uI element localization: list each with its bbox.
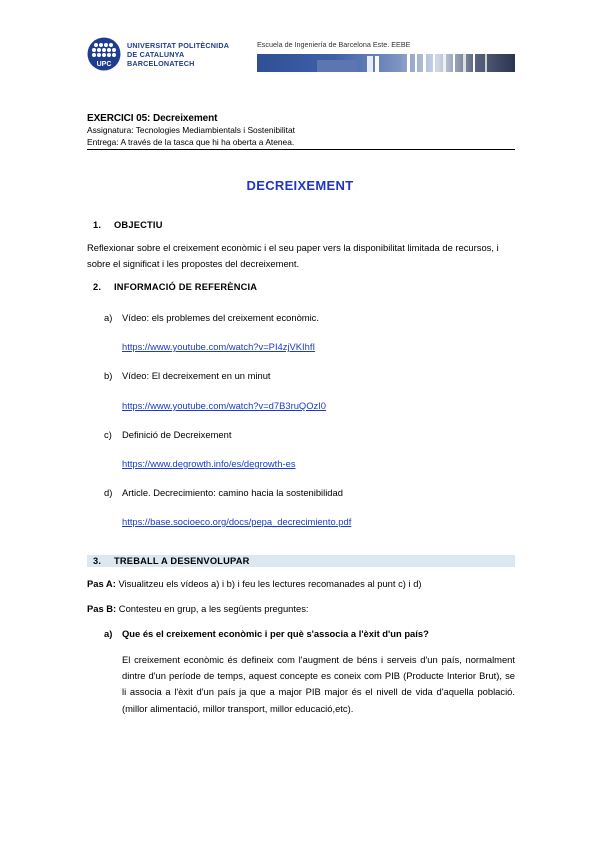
question-a bbox=[104, 628, 429, 639]
reference-item bbox=[104, 312, 319, 323]
logo-line-2: DE CATALUNYA bbox=[127, 49, 185, 59]
reference-item bbox=[104, 487, 343, 498]
document-meta bbox=[87, 113, 515, 150]
building-photo-icon bbox=[257, 54, 515, 72]
exercise-title: EXERCICI 05: Decreixement bbox=[87, 113, 218, 124]
item-marker: a) bbox=[104, 312, 113, 323]
reference-link[interactable]: https://www.youtube.com/watch?v=d7B3ruQOzI0 bbox=[122, 400, 327, 411]
header-banner-image bbox=[257, 54, 515, 72]
section-2-heading bbox=[93, 282, 257, 292]
reference-item bbox=[104, 370, 271, 381]
reference-link[interactable]: https://base.socioeco.org/docs/pepa_decrecimiento.pdf bbox=[122, 516, 352, 527]
university-logo bbox=[87, 36, 259, 72]
item-text: Vídeo: El decreixement en un minut bbox=[122, 370, 271, 381]
objective-text: Reflexionar sobre el creixement econòmic i el seu paper vers la disponibilitat limitada de recursos, i sobre el significat i les propostes del decreixement. bbox=[87, 242, 499, 269]
logo-line-3: BARCELONATECH bbox=[127, 58, 195, 68]
section-1-number: 1. bbox=[93, 220, 102, 230]
svg-text:UPC: UPC bbox=[96, 61, 112, 68]
step-b-text: Contesteu en grup, a les següents preguntes: bbox=[116, 603, 309, 614]
item-text: Vídeo: els problemes del creixement econòmic. bbox=[122, 312, 319, 323]
section-1-heading bbox=[93, 220, 163, 230]
reference-link[interactable]: https://www.degrowth.info/es/degrowth-es bbox=[122, 458, 296, 469]
delivery-line: Entrega: A través de la tasca que hi ha oberta a Atenea. bbox=[87, 136, 515, 150]
reference-link[interactable]: https://www.youtube.com/watch?v=PI4zjVKIhfI bbox=[122, 341, 316, 352]
section-3-title: TREBALL A DESENVOLUPAR bbox=[114, 556, 250, 566]
page-title: DECREIXEMENT bbox=[246, 178, 354, 193]
section-3-number: 3. bbox=[93, 556, 102, 566]
section-2-title: INFORMACIÓ DE REFERÈNCIA bbox=[114, 282, 258, 292]
item-marker: d) bbox=[104, 487, 113, 498]
step-a-text: Visualitzeu els vídeos a) i b) i feu les lectures recomanades al punt c) i d) bbox=[115, 578, 422, 589]
step-b bbox=[87, 601, 515, 617]
subject-line: Assignatura: Tecnologies Mediambientals i Sostenibilitat bbox=[87, 125, 295, 135]
step-a-label: Pas A: bbox=[87, 578, 116, 589]
item-text: Definició de Decreixement bbox=[122, 429, 232, 440]
university-name bbox=[127, 41, 229, 68]
item-marker: c) bbox=[104, 429, 112, 440]
section-3-heading bbox=[87, 555, 515, 567]
logo-line-1: UNIVERSITAT POLITÈCNIDA bbox=[127, 40, 230, 50]
question-text: Que és el creixement econòmic i per què s'associa a l'èxit d'un país? bbox=[122, 628, 429, 639]
school-name: Escuela de Ingeniería de Barcelona Este. EEBE bbox=[257, 40, 411, 49]
step-a bbox=[87, 576, 515, 592]
item-marker: b) bbox=[104, 370, 113, 381]
step-b-label: Pas B: bbox=[87, 603, 117, 614]
question-marker: a) bbox=[104, 628, 113, 639]
section-1-title: OBJECTIU bbox=[114, 220, 163, 230]
item-text: Article. Decrecimiento: camino hacia la sostenibilidad bbox=[122, 487, 343, 498]
section-2-number: 2. bbox=[93, 282, 102, 292]
upc-logo-icon bbox=[87, 37, 121, 71]
reference-item bbox=[104, 429, 231, 440]
answer-text: El creixement econòmic és defineix com l'augment de béns i serveis d'un país, normalment dintre d'un període de temps, aquest concepte es coneix com PIB (Producte Interior Brut), se li associa a l'èxit d'un país ja que a major PIB major és el nivell de vida d'aquella població. (millor alimentació, millor transport, millor educació,etc). bbox=[122, 654, 515, 714]
